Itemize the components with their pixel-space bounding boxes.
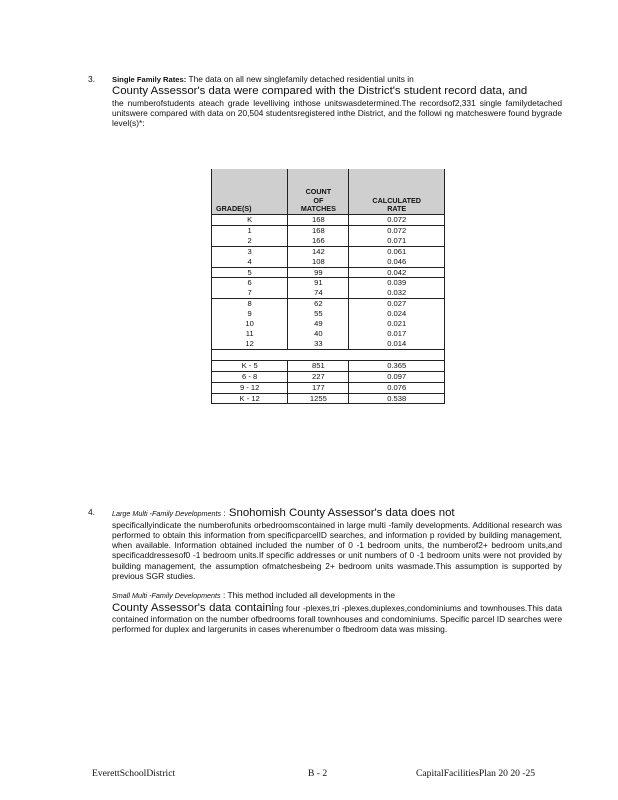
table-row [212, 257, 445, 267]
body-text: specificallyindicate the numberofunits orbedroomscontained in large multi -family developments. Additional research was performed to obtain this information from specificparcelID searches, and information p rovided by building management, when available. Information obtained included the number of 0 -1 bedroom units, the numberof2+ bedroom units,and specificaddressesof0 -1 bedroom units.If specific addresses or unit numbers of 0 -1 bedroom units were not provided by building management, the assumption ofmatchesbeing 2+ bedroom units wasmade.This assumption is supported by previous SGR studies. [112, 519, 562, 581]
section-number: 4. [88, 507, 95, 517]
table-row [212, 288, 445, 298]
table-row [212, 393, 445, 404]
cell-grade: 11 [212, 329, 288, 339]
table-row [212, 319, 445, 329]
table-row [212, 215, 445, 226]
heading-colon: : [223, 508, 226, 518]
cell-count: 851 [288, 360, 349, 371]
table-row [212, 360, 445, 371]
cell-grade: 6 [212, 278, 288, 288]
header-rate-line: CALCULATED [372, 195, 421, 205]
cell-grade: 9 [212, 309, 288, 319]
body-text: The data on all new singlefamily detached residential units in [186, 74, 414, 84]
cell-count: 108 [288, 257, 349, 267]
cell-count: 177 [288, 382, 349, 393]
cell-grade: 3 [212, 246, 288, 256]
cell-count: 227 [288, 371, 349, 382]
cell-count: 49 [288, 319, 349, 329]
footer-left: EverettSchoolDistrict [92, 768, 176, 779]
cell-count: 1255 [288, 393, 349, 404]
cell-grade: K - 12 [212, 393, 288, 404]
cell-count: 91 [288, 278, 349, 288]
cell-grade: 4 [212, 257, 288, 267]
cell-rate: 0.046 [387, 256, 407, 266]
section-4 [88, 507, 562, 635]
section-heading: Large Multi -Family Developments [112, 509, 222, 518]
cell-grade: 8 [212, 299, 288, 309]
cell-count: 40 [288, 329, 349, 339]
header-rate-line: RATE [387, 204, 407, 214]
table-row [212, 309, 445, 319]
cell-rate: 0.017 [387, 328, 407, 338]
section-3 [88, 74, 562, 129]
cell-rate: 0.032 [387, 288, 407, 298]
sub-heading: Small Multi -Family Developments [112, 591, 221, 601]
cell-rate: 0.365 [349, 360, 445, 371]
cell-grade: K - 5 [212, 360, 288, 371]
cell-rate: 0.072 [349, 225, 445, 235]
cell-grade: 5 [212, 267, 288, 278]
body-text: : This method included all developments in the [220, 590, 396, 601]
table-row [212, 299, 445, 309]
table-row [212, 236, 445, 246]
cell-rate: 0.014 [349, 339, 445, 349]
table-row [212, 371, 445, 382]
cell-grade: 9 - 12 [212, 382, 288, 393]
cell-count: 99 [288, 267, 349, 278]
table-row [212, 278, 445, 288]
footer-page-number: B - 2 [308, 768, 328, 779]
cell-grade: 10 [212, 319, 288, 329]
cell-rate: 0.024 [387, 309, 407, 319]
cell-rate: 0.027 [349, 299, 445, 309]
cell-count: 55 [288, 309, 349, 319]
footer-right: CapitalFacilitiesPlan 20 20 -25 [416, 768, 536, 779]
header-count-line: MATCHES [300, 204, 336, 214]
cell-grade: 1 [212, 225, 288, 235]
cell-rate: 0.042 [349, 267, 445, 278]
body-text: the numberofstudents ateach grade levelliving inthose unitswasdetermined.The recordsof2,331 single familydetached unitswere compared with data on 20,504 studentsregistered inthe District, and the followi ng matcheswere found bygrade level(s)*: [112, 97, 562, 129]
header-rate [349, 169, 445, 215]
cell-grade: 2 [212, 236, 288, 246]
cell-grade: 12 [212, 339, 288, 349]
cell-grade: 6 - 8 [212, 371, 288, 382]
cell-rate: 0.072 [387, 215, 407, 224]
cell-grade: K [212, 215, 288, 226]
cell-count: 74 [288, 288, 349, 298]
body-text-large: County Assessor's data were compared with the District's student record data, and [112, 85, 528, 98]
cell-count: 166 [288, 236, 349, 246]
cell-count: 168 [288, 225, 349, 235]
table-spacer [212, 349, 445, 360]
body-text-large: County Assessor's data containi [112, 601, 274, 614]
header-grade: GRADE(S) [212, 169, 288, 215]
matches-table [211, 169, 445, 404]
section-3-paragraph [112, 74, 562, 129]
section-number: 3. [88, 74, 95, 84]
cell-count: 62 [288, 299, 349, 309]
cell-rate: 0.097 [349, 371, 445, 382]
header-count-line: OF [313, 195, 324, 205]
cell-rate: 0.021 [387, 319, 407, 329]
body-text: ng four -plexes,tri -plexes,duplexes,condominiums and townhouses.This data contained information on the number ofbedrooms forall townhouses and condominiums. Specific parcel ID searches were performed for duplex and largerunits in cases wherenumber o fbedroom data was missing. [112, 602, 562, 635]
header-count [288, 169, 349, 215]
table-row [212, 382, 445, 393]
cell-count: 168 [288, 215, 349, 226]
cell-rate: 0.039 [349, 278, 445, 288]
cell-count: 142 [288, 246, 349, 256]
table-row [212, 267, 445, 278]
cell-rate: 0.071 [387, 235, 407, 245]
cell-rate: 0.538 [349, 393, 445, 404]
header-count-line: COUNT [305, 187, 332, 197]
table-row [212, 246, 445, 256]
table-row [212, 225, 445, 235]
body-text-large: Snohomish County Assessor's data does not [225, 507, 455, 519]
section-heading: Single Family Rates: [112, 75, 187, 84]
cell-rate: 0.061 [349, 246, 445, 256]
table-row [212, 329, 445, 339]
cell-rate: 0.076 [349, 382, 445, 393]
cell-count: 33 [288, 339, 349, 349]
section-4-paragraph [112, 507, 562, 635]
cell-grade: 7 [212, 288, 288, 298]
table-row [212, 339, 445, 349]
table-header-row [212, 169, 445, 215]
